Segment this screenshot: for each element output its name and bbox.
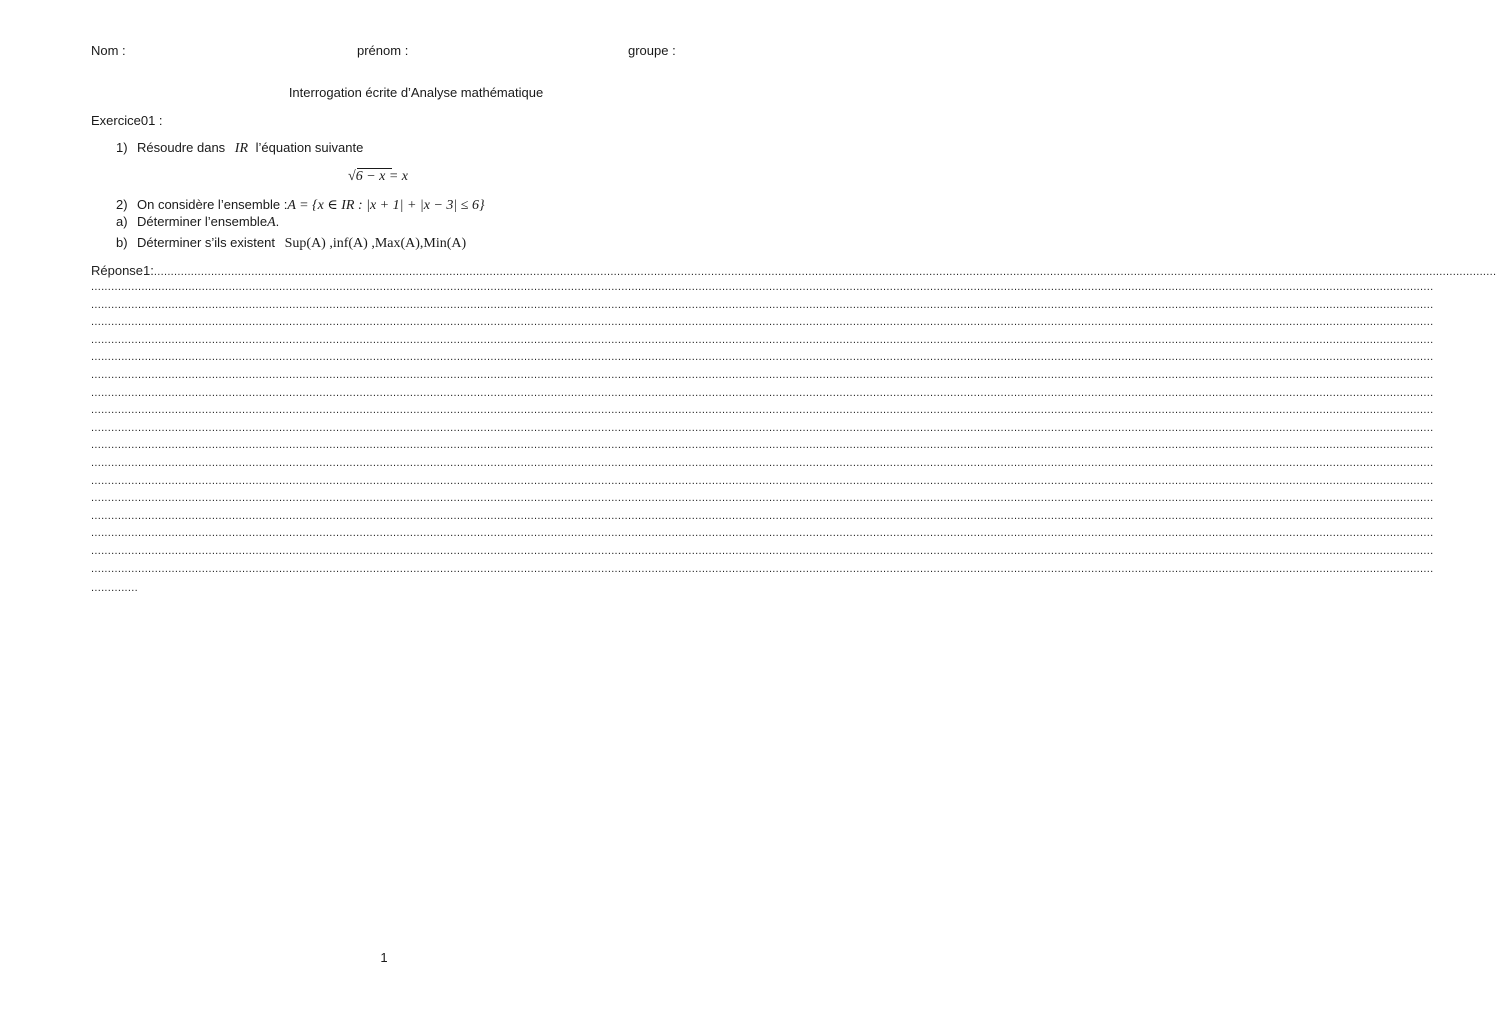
equation-radicand: 6 − x <box>355 169 386 184</box>
equation <box>348 169 408 185</box>
equation-rhs: = x <box>388 169 409 184</box>
answer-dotted-line: ................................................................................................................................................................................................................................................................................................................................................................................................................ <box>91 281 1434 293</box>
prenom-label: prénom : <box>357 43 409 58</box>
question-1-text <box>137 140 363 157</box>
answer-first-line-dots: ................................................................................................................................................................................................................................................................................................................................................................................................................ <box>153 266 1496 278</box>
answer-dotted-line: ................................................................................................................................................................................................................................................................................................................................................................................................................ <box>91 527 1434 540</box>
answer-dotted-line: ................................................................................................................................................................................................................................................................................................................................................................................................................ <box>91 439 1434 452</box>
question-a-text <box>137 214 279 231</box>
groupe-label: groupe : <box>628 43 676 58</box>
question-b-items: Sup(A) ,inf(A) ,Max(A),Min(A) <box>284 236 467 251</box>
question-1-set: IR <box>234 141 249 156</box>
question-b-text <box>137 235 466 252</box>
answer-dotted-line: ................................................................................................................................................................................................................................................................................................................................................................................................................ <box>91 298 1434 311</box>
set-definition: A = {x ∈ IR : |x + 1| + |x − 3| ≤ 6} <box>287 198 485 213</box>
answer-dotted-line: ................................................................................................................................................................................................................................................................................................................................................................................................................ <box>91 509 1434 522</box>
sqrt-bar <box>357 168 392 169</box>
page-number: 1 <box>380 950 388 965</box>
question-2-label: On considère l’ensemble : <box>137 197 288 212</box>
answer-dotted-line: ................................................................................................................................................................................................................................................................................................................................................................................................................ <box>91 333 1434 346</box>
answer-dotted-line: ................................................................................................................................................................................................................................................................................................................................................................................................................ <box>91 492 1434 505</box>
answer-dotted-line: ................................................................................................................................................................................................................................................................................................................................................................................................................ <box>91 369 1434 381</box>
answer-last-line: .............. <box>91 582 138 594</box>
exercise-label: Exercice01 : <box>91 113 163 128</box>
answer-first-line <box>91 263 1496 279</box>
answer-dotted-line: ................................................................................................................................................................................................................................................................................................................................................................................................................ <box>91 545 1434 557</box>
question-a-set: A <box>267 215 276 230</box>
question-a-end: . <box>275 214 280 229</box>
question-b-label: Déterminer s’ils existent <box>137 235 275 250</box>
question-a-number: a) <box>116 214 128 229</box>
answer-label: Réponse1: <box>91 263 154 278</box>
answer-dotted-line: ................................................................................................................................................................................................................................................................................................................................................................................................................ <box>91 316 1434 329</box>
question-2-text <box>137 197 485 214</box>
answer-dotted-line: ................................................................................................................................................................................................................................................................................................................................................................................................................ <box>91 351 1434 364</box>
question-a-label: Déterminer l’ensemble <box>137 214 268 229</box>
question-1-text-after: l’équation suivante <box>255 140 364 155</box>
answer-dotted-line: ................................................................................................................................................................................................................................................................................................................................................................................................................ <box>91 421 1434 434</box>
nom-label: Nom : <box>91 43 126 58</box>
question-1-text-before: Résoudre dans <box>137 140 226 155</box>
question-1-number: 1) <box>116 140 128 155</box>
answer-dotted-line: ................................................................................................................................................................................................................................................................................................................................................................................................................ <box>91 457 1434 469</box>
answer-dotted-line: ................................................................................................................................................................................................................................................................................................................................................................................................................ <box>91 474 1434 487</box>
question-2-number: 2) <box>116 197 128 212</box>
answer-dotted-line: ................................................................................................................................................................................................................................................................................................................................................................................................................ <box>91 562 1434 575</box>
answer-dotted-line: ................................................................................................................................................................................................................................................................................................................................................................................................................ <box>91 404 1434 417</box>
page-title: Interrogation écrite d’Analyse mathématique <box>288 85 544 100</box>
sqrt-icon: √ <box>348 169 356 184</box>
answer-dotted-line: ................................................................................................................................................................................................................................................................................................................................................................................................................ <box>91 386 1434 399</box>
question-b-number: b) <box>116 235 128 250</box>
